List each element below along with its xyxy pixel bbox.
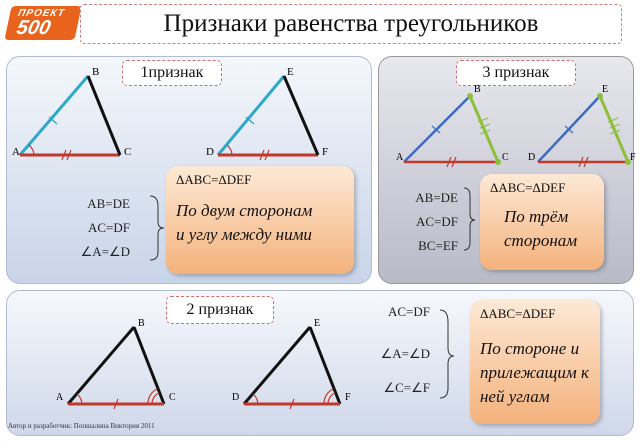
sign3-label: 3 признак — [456, 60, 576, 86]
sign1-eq-3: ∠A=∠D — [80, 244, 130, 259]
page-title: Признаки равенства треугольников — [80, 4, 622, 44]
sign3-eq-1: AB=DE — [415, 190, 458, 205]
sign1-vertex-e: E — [287, 66, 294, 78]
logo-line2: 500 — [14, 17, 53, 39]
sign1-eq-2: AC=DF — [87, 220, 130, 235]
sign1-vertex-f: F — [322, 146, 329, 158]
sign2-eq-3: ∠C=∠F — [383, 380, 430, 395]
sign1-vertex-d: D — [206, 146, 214, 158]
sign3-vertex-f: F — [630, 152, 636, 163]
sign3-card-line1: По трём — [504, 207, 569, 226]
sign2-card-line2: прилежащим к — [480, 363, 589, 382]
sign2-label: 2 признак — [166, 296, 274, 324]
sign1-eq-1: AB=DE — [87, 196, 130, 211]
sign1-card-head: ΔABC=ΔDEF — [176, 172, 252, 187]
sign3-vertex-a: A — [396, 152, 404, 163]
logo-line1: ПРОЕКТ — [16, 8, 66, 19]
sign2-eq-1: AC=DF — [387, 304, 430, 319]
footer-credit: Автор и разработчик: Попшалина Виктория 2011 — [8, 422, 155, 430]
sign1-label: 1признак — [122, 60, 222, 86]
sign2-vertex-f: F — [345, 392, 351, 403]
sign3-vertex-d: D — [528, 152, 536, 163]
sign2-card-line1: По стороне и — [480, 339, 580, 358]
sign3-card-line2: сторонам — [504, 231, 578, 250]
sign2-vertex-d: D — [232, 392, 240, 403]
sign1-vertex-b: B — [92, 66, 100, 78]
sign1-vertex-c: C — [124, 146, 132, 158]
sign1-card-line1: По двум сторонам — [176, 201, 313, 220]
sign1-vertex-a: A — [12, 146, 20, 158]
sign2-vertex-e: E — [314, 318, 321, 329]
sign3-vertex-e: E — [602, 84, 609, 95]
sign3-eq-3: BC=EF — [418, 238, 458, 253]
sign2-vertex-a: A — [56, 392, 64, 403]
sign2-card-head: ΔABC=ΔDEF — [480, 306, 556, 321]
sign2-card — [470, 300, 600, 424]
sign2-vertex-b: B — [138, 318, 145, 329]
sign2-vertex-c: C — [169, 392, 176, 403]
sign1-card-line2: и углу между ними — [176, 225, 312, 244]
sign2-eq-2: ∠A=∠D — [380, 346, 430, 361]
sign3-eq-2: AC=DF — [415, 214, 458, 229]
sign3-card-head: ΔABC=ΔDEF — [490, 180, 566, 195]
sign2-card-line3: ней углам — [480, 387, 550, 406]
sign3-vertex-b: B — [474, 84, 481, 95]
sign3-vertex-c: C — [502, 152, 509, 163]
